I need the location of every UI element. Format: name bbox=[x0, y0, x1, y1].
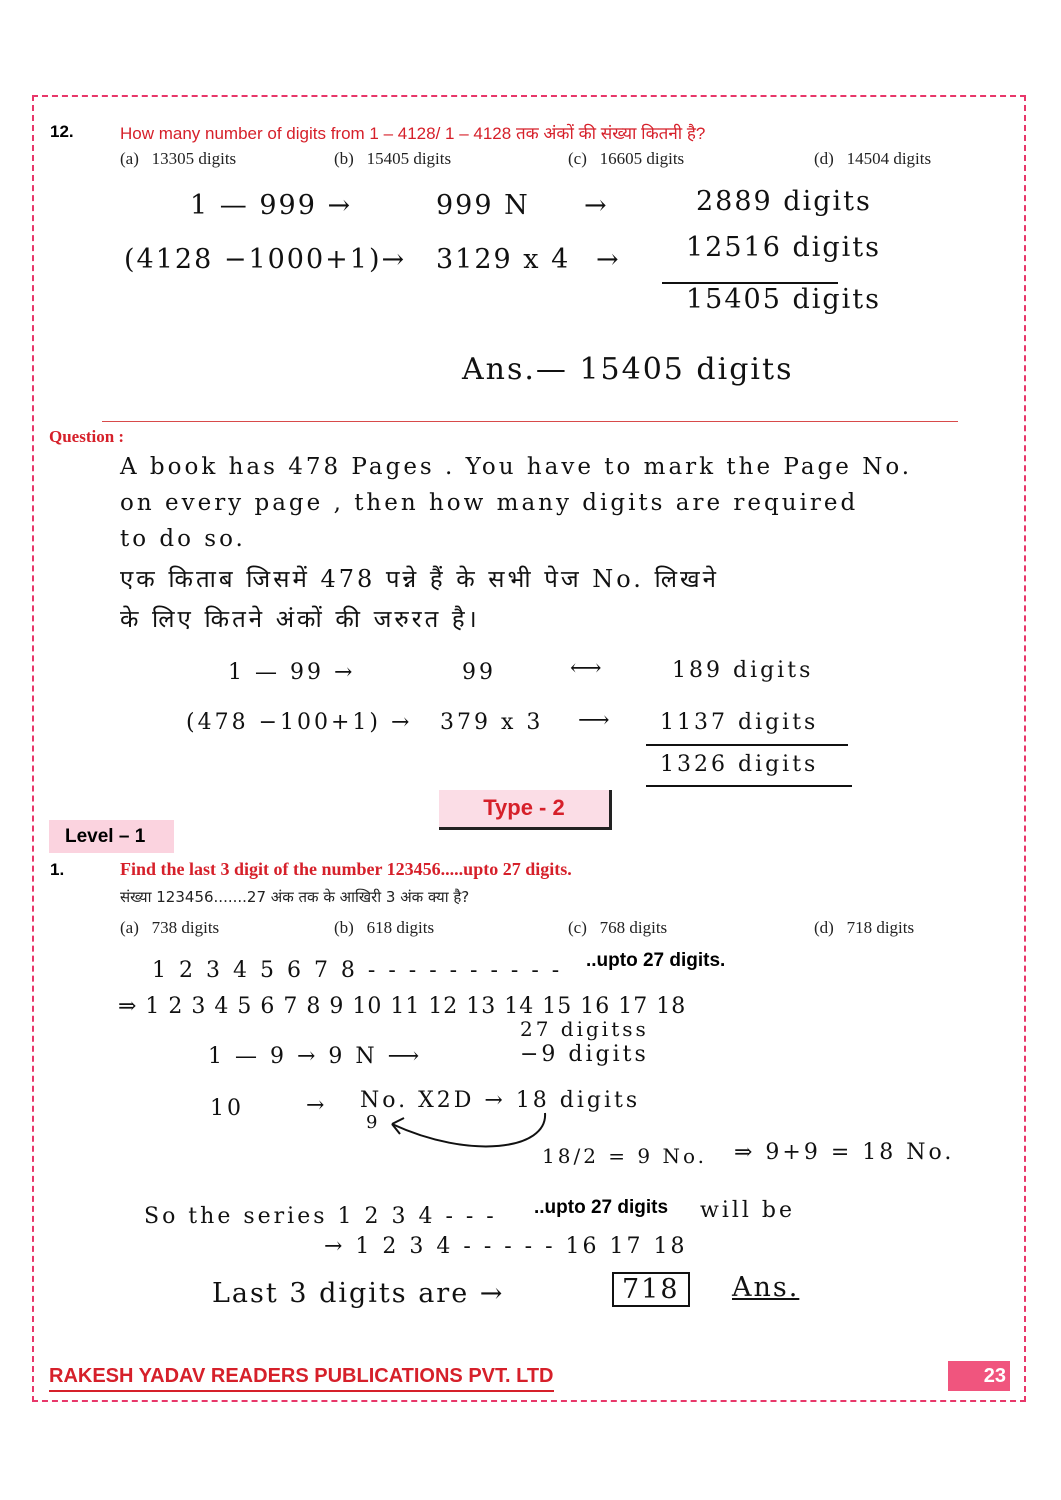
level-heading: Level – 1 bbox=[49, 820, 174, 853]
option-c: (c) 768 digits bbox=[568, 918, 668, 937]
work-line-6b: ..upto 27 digits bbox=[534, 1197, 669, 1218]
question-work-3d: 1326 digits bbox=[660, 752, 819, 777]
work-line-6a: So the series 1 2 3 4 - - - bbox=[144, 1204, 497, 1229]
work-line-1d: 2889 digits bbox=[696, 186, 872, 217]
work-line-5b: ⇒ 9+9 = 18 No. bbox=[734, 1140, 955, 1165]
option-b: (b) 15405 digits bbox=[334, 149, 452, 168]
work-line-4-small: 9 bbox=[366, 1112, 381, 1133]
question-en-line-3: to do so. bbox=[120, 526, 246, 552]
question-text-en: Find the last 3 digit of the number 123456.....upto 27 digits. bbox=[120, 859, 572, 879]
question-work-1d: 189 digits bbox=[672, 658, 814, 683]
series-line-1: 1 2 3 4 5 6 7 8 - - - - - - - - - - bbox=[152, 958, 563, 983]
question-label: Question : bbox=[49, 427, 125, 446]
work-line-8a: Last 3 digits are → bbox=[212, 1278, 505, 1309]
question-en-line-2: on every page , then how many digits are required bbox=[120, 490, 859, 516]
option-d: (d) 718 digits bbox=[814, 918, 915, 937]
option-a: (a) 13305 digits bbox=[120, 149, 237, 168]
question-number: 1. bbox=[50, 860, 65, 879]
question-work-2d: 1137 digits bbox=[660, 710, 819, 735]
question-work-2b: 379 x 3 bbox=[440, 710, 544, 735]
type-heading: Type - 2 bbox=[439, 790, 612, 830]
work-line-6c: will be bbox=[700, 1198, 796, 1223]
question-text: How many number of digits from 1 – 4128/ 1 – 4128 तक अंकों की संख्या कितनी है? bbox=[120, 124, 706, 143]
work-line-1a: 1 — 999 → bbox=[190, 190, 353, 221]
work-line-4c: No. X2D → 18 digits bbox=[360, 1088, 641, 1113]
publisher-footer: RAKESH YADAV READERS PUBLICATIONS PVT. LTD bbox=[49, 1365, 554, 1392]
question-number: 12. bbox=[50, 122, 74, 141]
work-line-4a: 10 bbox=[210, 1096, 244, 1121]
work-line-2b: 3129 x 4 bbox=[436, 244, 571, 275]
question-text-hi: संख्या 123456.......27 अंक तक के आखिरी 3 अंक क्या है? bbox=[120, 888, 470, 906]
work-line-3d: 15405 digits bbox=[686, 284, 882, 315]
question-work-2a: (478 −100+1) → bbox=[186, 710, 413, 735]
work-line-3b: −9 digits bbox=[520, 1042, 649, 1067]
series-line-2: ⇒ 1 2 3 4 5 6 7 8 9 10 11 12 13 14 15 16 17 18 bbox=[118, 994, 687, 1019]
answer-box: 718 bbox=[612, 1272, 690, 1307]
question-en-line-1: A book has 478 Pages . You have to mark the Page No. bbox=[120, 454, 913, 480]
page-number-badge: 23 bbox=[948, 1361, 1010, 1391]
option-a: (a) 738 digits bbox=[120, 918, 220, 937]
answer-label: Ans. bbox=[732, 1272, 800, 1303]
work-line-3a: 1 — 9 → 9 N ⟶ bbox=[208, 1044, 423, 1069]
work-line-5a: 18/2 = 9 No. bbox=[542, 1144, 708, 1168]
work-line-7: → 1 2 3 4 - - - - - 16 17 18 bbox=[324, 1234, 688, 1259]
question-work-2c: ⟶ bbox=[578, 708, 613, 733]
question-hi-line-2: के लिए कितने अंकों की जरुरत है। bbox=[120, 605, 480, 633]
work-line-4b: → bbox=[306, 1093, 328, 1118]
question-work-1b: 99 bbox=[462, 660, 496, 685]
series-upto-label: ..upto 27 digits. bbox=[586, 950, 726, 971]
question-hi-line-1: एक किताब जिसमें 478 पन्ने हैं के सभी पेज No. लिखने bbox=[120, 565, 719, 593]
work-line-2d: 12516 digits bbox=[686, 232, 882, 263]
option-d: (d) 14504 digits bbox=[814, 149, 932, 168]
question-work-1a: 1 — 99 → bbox=[228, 660, 356, 685]
option-b: (b) 618 digits bbox=[334, 918, 435, 937]
answer-line: Ans.— 15405 digits bbox=[462, 352, 794, 387]
digits-total: 27 digitss bbox=[520, 1017, 649, 1041]
work-line-1c: → bbox=[584, 190, 609, 221]
work-line-2c: → bbox=[596, 244, 621, 275]
work-line-1b: 999 N bbox=[436, 190, 530, 221]
question-work-1c: ⟷ bbox=[570, 656, 605, 681]
option-c: (c) 16605 digits bbox=[568, 149, 685, 168]
work-line-2a: (4128 −1000+1)→ bbox=[124, 244, 407, 275]
